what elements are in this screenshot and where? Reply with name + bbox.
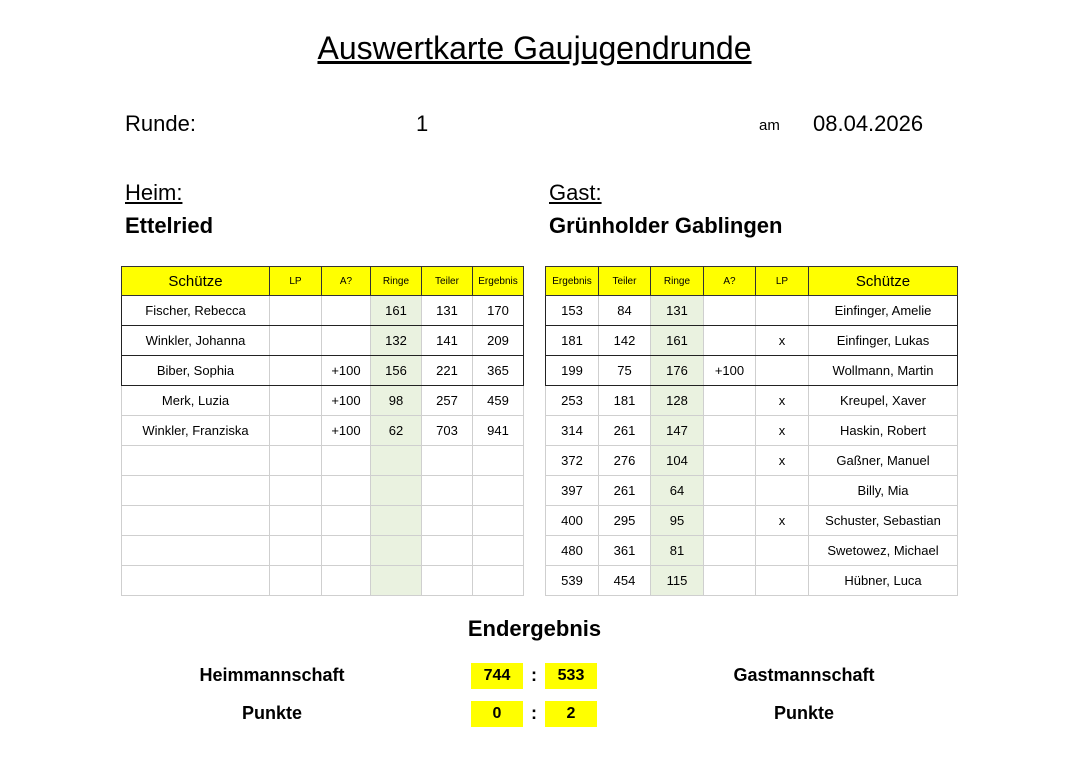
table-cell bbox=[322, 536, 371, 566]
table-row bbox=[122, 536, 524, 566]
table-cell: 98 bbox=[371, 386, 422, 416]
table-row bbox=[122, 356, 524, 386]
table-cell: 261 bbox=[599, 476, 651, 506]
table-row bbox=[122, 326, 524, 356]
table-cell bbox=[371, 506, 422, 536]
table-cell: 161 bbox=[651, 326, 704, 356]
table-cell bbox=[473, 566, 524, 596]
table-cell bbox=[756, 476, 809, 506]
table-cell: 95 bbox=[651, 506, 704, 536]
guest-score: 533 bbox=[545, 663, 597, 689]
table-cell bbox=[371, 536, 422, 566]
table-cell: 147 bbox=[651, 416, 704, 446]
table-cell bbox=[270, 536, 322, 566]
table-row bbox=[546, 476, 958, 506]
table-cell: 539 bbox=[546, 566, 599, 596]
table-cell: 372 bbox=[546, 446, 599, 476]
table-cell: 459 bbox=[473, 386, 524, 416]
table-cell bbox=[422, 506, 473, 536]
table-row bbox=[122, 566, 524, 596]
table-row bbox=[122, 416, 524, 446]
table-cell: 132 bbox=[371, 326, 422, 356]
table-header-row bbox=[546, 267, 958, 296]
table-cell bbox=[270, 446, 322, 476]
column-header: Teiler bbox=[599, 267, 651, 296]
table-cell: 314 bbox=[546, 416, 599, 446]
table-row bbox=[122, 386, 524, 416]
table-cell bbox=[422, 476, 473, 506]
column-header: Teiler bbox=[422, 267, 473, 296]
table-cell: 75 bbox=[599, 356, 651, 386]
home-score: 744 bbox=[471, 663, 523, 689]
table-cell: 199 bbox=[546, 356, 599, 386]
date-value: 08.04.2026 bbox=[813, 111, 924, 136]
table-row bbox=[546, 536, 958, 566]
table-cell bbox=[371, 446, 422, 476]
table-cell: Fischer, Rebecca bbox=[122, 296, 270, 326]
table-cell: Kreupel, Xaver bbox=[809, 386, 958, 416]
table-cell bbox=[704, 326, 756, 356]
table-cell: Winkler, Franziska bbox=[122, 416, 270, 446]
table-cell bbox=[473, 476, 524, 506]
table-cell: 170 bbox=[473, 296, 524, 326]
table-row bbox=[546, 356, 958, 386]
table-cell: 131 bbox=[651, 296, 704, 326]
column-header: A? bbox=[704, 267, 756, 296]
table-cell bbox=[704, 476, 756, 506]
column-header: LP bbox=[270, 267, 322, 296]
table-cell: 361 bbox=[599, 536, 651, 566]
table-cell bbox=[322, 296, 371, 326]
table-row bbox=[122, 446, 524, 476]
guest-points: 2 bbox=[545, 701, 597, 727]
table-cell bbox=[756, 566, 809, 596]
table-row bbox=[122, 476, 524, 506]
table-cell bbox=[270, 506, 322, 536]
table-cell: Gaßner, Manuel bbox=[809, 446, 958, 476]
page-title: Auswertkarte Gaujugendrunde bbox=[317, 30, 752, 66]
column-header: Ergebnis bbox=[546, 267, 599, 296]
table-cell bbox=[322, 566, 371, 596]
table-cell bbox=[704, 446, 756, 476]
table-cell: 295 bbox=[599, 506, 651, 536]
table-cell: 261 bbox=[599, 416, 651, 446]
table-cell bbox=[422, 536, 473, 566]
table-cell bbox=[322, 476, 371, 506]
table-row bbox=[546, 386, 958, 416]
table-cell: Einfinger, Amelie bbox=[809, 296, 958, 326]
table-cell: Billy, Mia bbox=[809, 476, 958, 506]
table-cell bbox=[422, 566, 473, 596]
table-cell: x bbox=[756, 326, 809, 356]
home-points-label: Punkte bbox=[241, 703, 302, 723]
table-cell: x bbox=[756, 416, 809, 446]
table-cell: +100 bbox=[704, 356, 756, 386]
table-cell: 81 bbox=[651, 536, 704, 566]
home-team-label: Heimmannschaft bbox=[199, 665, 345, 685]
guest-team-label: Gastmannschaft bbox=[733, 665, 875, 685]
table-cell bbox=[704, 536, 756, 566]
table-cell: Haskin, Robert bbox=[809, 416, 958, 446]
table-cell: 181 bbox=[599, 386, 651, 416]
table-cell: Swetowez, Michael bbox=[809, 536, 958, 566]
table-cell bbox=[122, 536, 270, 566]
heim-results-table bbox=[121, 266, 524, 596]
table-row bbox=[546, 416, 958, 446]
table-cell bbox=[704, 566, 756, 596]
table-cell bbox=[270, 416, 322, 446]
column-header: LP bbox=[756, 267, 809, 296]
table-row bbox=[122, 296, 524, 326]
table-cell: 257 bbox=[422, 386, 473, 416]
table-cell: 397 bbox=[546, 476, 599, 506]
table-cell: +100 bbox=[322, 416, 371, 446]
table-cell: 62 bbox=[371, 416, 422, 446]
endergebnis-title: Endergebnis bbox=[467, 616, 602, 641]
table-row bbox=[546, 296, 958, 326]
table-cell bbox=[756, 356, 809, 386]
column-header: Ringe bbox=[651, 267, 704, 296]
table-cell bbox=[122, 566, 270, 596]
table-cell: 480 bbox=[546, 536, 599, 566]
table-cell: x bbox=[756, 506, 809, 536]
table-cell: x bbox=[756, 446, 809, 476]
table-cell: x bbox=[756, 386, 809, 416]
table-cell: 253 bbox=[546, 386, 599, 416]
table-cell bbox=[371, 566, 422, 596]
table-cell: 131 bbox=[422, 296, 473, 326]
table-cell: 64 bbox=[651, 476, 704, 506]
table-cell bbox=[270, 476, 322, 506]
table-cell: Schuster, Sebastian bbox=[809, 506, 958, 536]
table-cell: 176 bbox=[651, 356, 704, 386]
table-cell bbox=[122, 506, 270, 536]
table-cell bbox=[473, 536, 524, 566]
gast-results-table bbox=[545, 266, 958, 596]
heim-team: Ettelried bbox=[125, 213, 214, 238]
table-cell bbox=[270, 326, 322, 356]
table-cell bbox=[270, 356, 322, 386]
table-cell: Winkler, Johanna bbox=[122, 326, 270, 356]
table-cell bbox=[270, 296, 322, 326]
runde-value: 1 bbox=[416, 111, 429, 136]
table-cell: 128 bbox=[651, 386, 704, 416]
table-cell: 153 bbox=[546, 296, 599, 326]
table-row bbox=[546, 566, 958, 596]
table-cell bbox=[704, 416, 756, 446]
gast-label: Gast: bbox=[549, 180, 602, 205]
table-row bbox=[122, 506, 524, 536]
table-cell: 365 bbox=[473, 356, 524, 386]
column-header: A? bbox=[322, 267, 371, 296]
table-cell: 941 bbox=[473, 416, 524, 446]
table-cell: Hübner, Luca bbox=[809, 566, 958, 596]
table-cell bbox=[704, 506, 756, 536]
am-label: am bbox=[759, 117, 780, 134]
table-cell: +100 bbox=[322, 356, 371, 386]
column-header: Ergebnis bbox=[473, 267, 524, 296]
table-cell: 276 bbox=[599, 446, 651, 476]
table-cell: 115 bbox=[651, 566, 704, 596]
table-cell bbox=[270, 386, 322, 416]
table-cell bbox=[473, 506, 524, 536]
table-cell: +100 bbox=[322, 386, 371, 416]
guest-points-label: Punkte bbox=[773, 703, 834, 723]
table-cell bbox=[322, 326, 371, 356]
column-header: Schütze bbox=[809, 267, 958, 296]
table-cell bbox=[756, 296, 809, 326]
table-cell bbox=[322, 446, 371, 476]
score-separator: : bbox=[531, 665, 537, 685]
table-cell: 142 bbox=[599, 326, 651, 356]
table-cell: 181 bbox=[546, 326, 599, 356]
table-cell: 141 bbox=[422, 326, 473, 356]
table-cell bbox=[756, 536, 809, 566]
table-cell bbox=[122, 476, 270, 506]
table-cell: 84 bbox=[599, 296, 651, 326]
table-cell: 156 bbox=[371, 356, 422, 386]
table-row bbox=[546, 506, 958, 536]
column-header: Ringe bbox=[371, 267, 422, 296]
table-cell: Merk, Luzia bbox=[122, 386, 270, 416]
table-cell bbox=[422, 446, 473, 476]
table-cell: 454 bbox=[599, 566, 651, 596]
table-cell: 221 bbox=[422, 356, 473, 386]
table-cell: Biber, Sophia bbox=[122, 356, 270, 386]
points-separator: : bbox=[531, 703, 537, 723]
table-header-row bbox=[122, 267, 524, 296]
table-cell bbox=[371, 476, 422, 506]
table-cell bbox=[473, 446, 524, 476]
table-cell: 703 bbox=[422, 416, 473, 446]
table-cell bbox=[322, 506, 371, 536]
table-cell: 209 bbox=[473, 326, 524, 356]
table-cell: 161 bbox=[371, 296, 422, 326]
table-cell bbox=[270, 566, 322, 596]
column-header: Schütze bbox=[122, 267, 270, 296]
heim-label: Heim: bbox=[125, 180, 183, 205]
table-cell: Einfinger, Lukas bbox=[809, 326, 958, 356]
table-cell: Wollmann, Martin bbox=[809, 356, 958, 386]
gast-team: Grünholder Gablingen bbox=[549, 213, 783, 238]
table-cell bbox=[122, 446, 270, 476]
table-cell: 104 bbox=[651, 446, 704, 476]
table-cell bbox=[704, 386, 756, 416]
table-cell: 400 bbox=[546, 506, 599, 536]
home-points: 0 bbox=[471, 701, 523, 727]
table-row bbox=[546, 326, 958, 356]
runde-label: Runde: bbox=[125, 111, 196, 136]
table-row bbox=[546, 446, 958, 476]
table-cell bbox=[704, 296, 756, 326]
